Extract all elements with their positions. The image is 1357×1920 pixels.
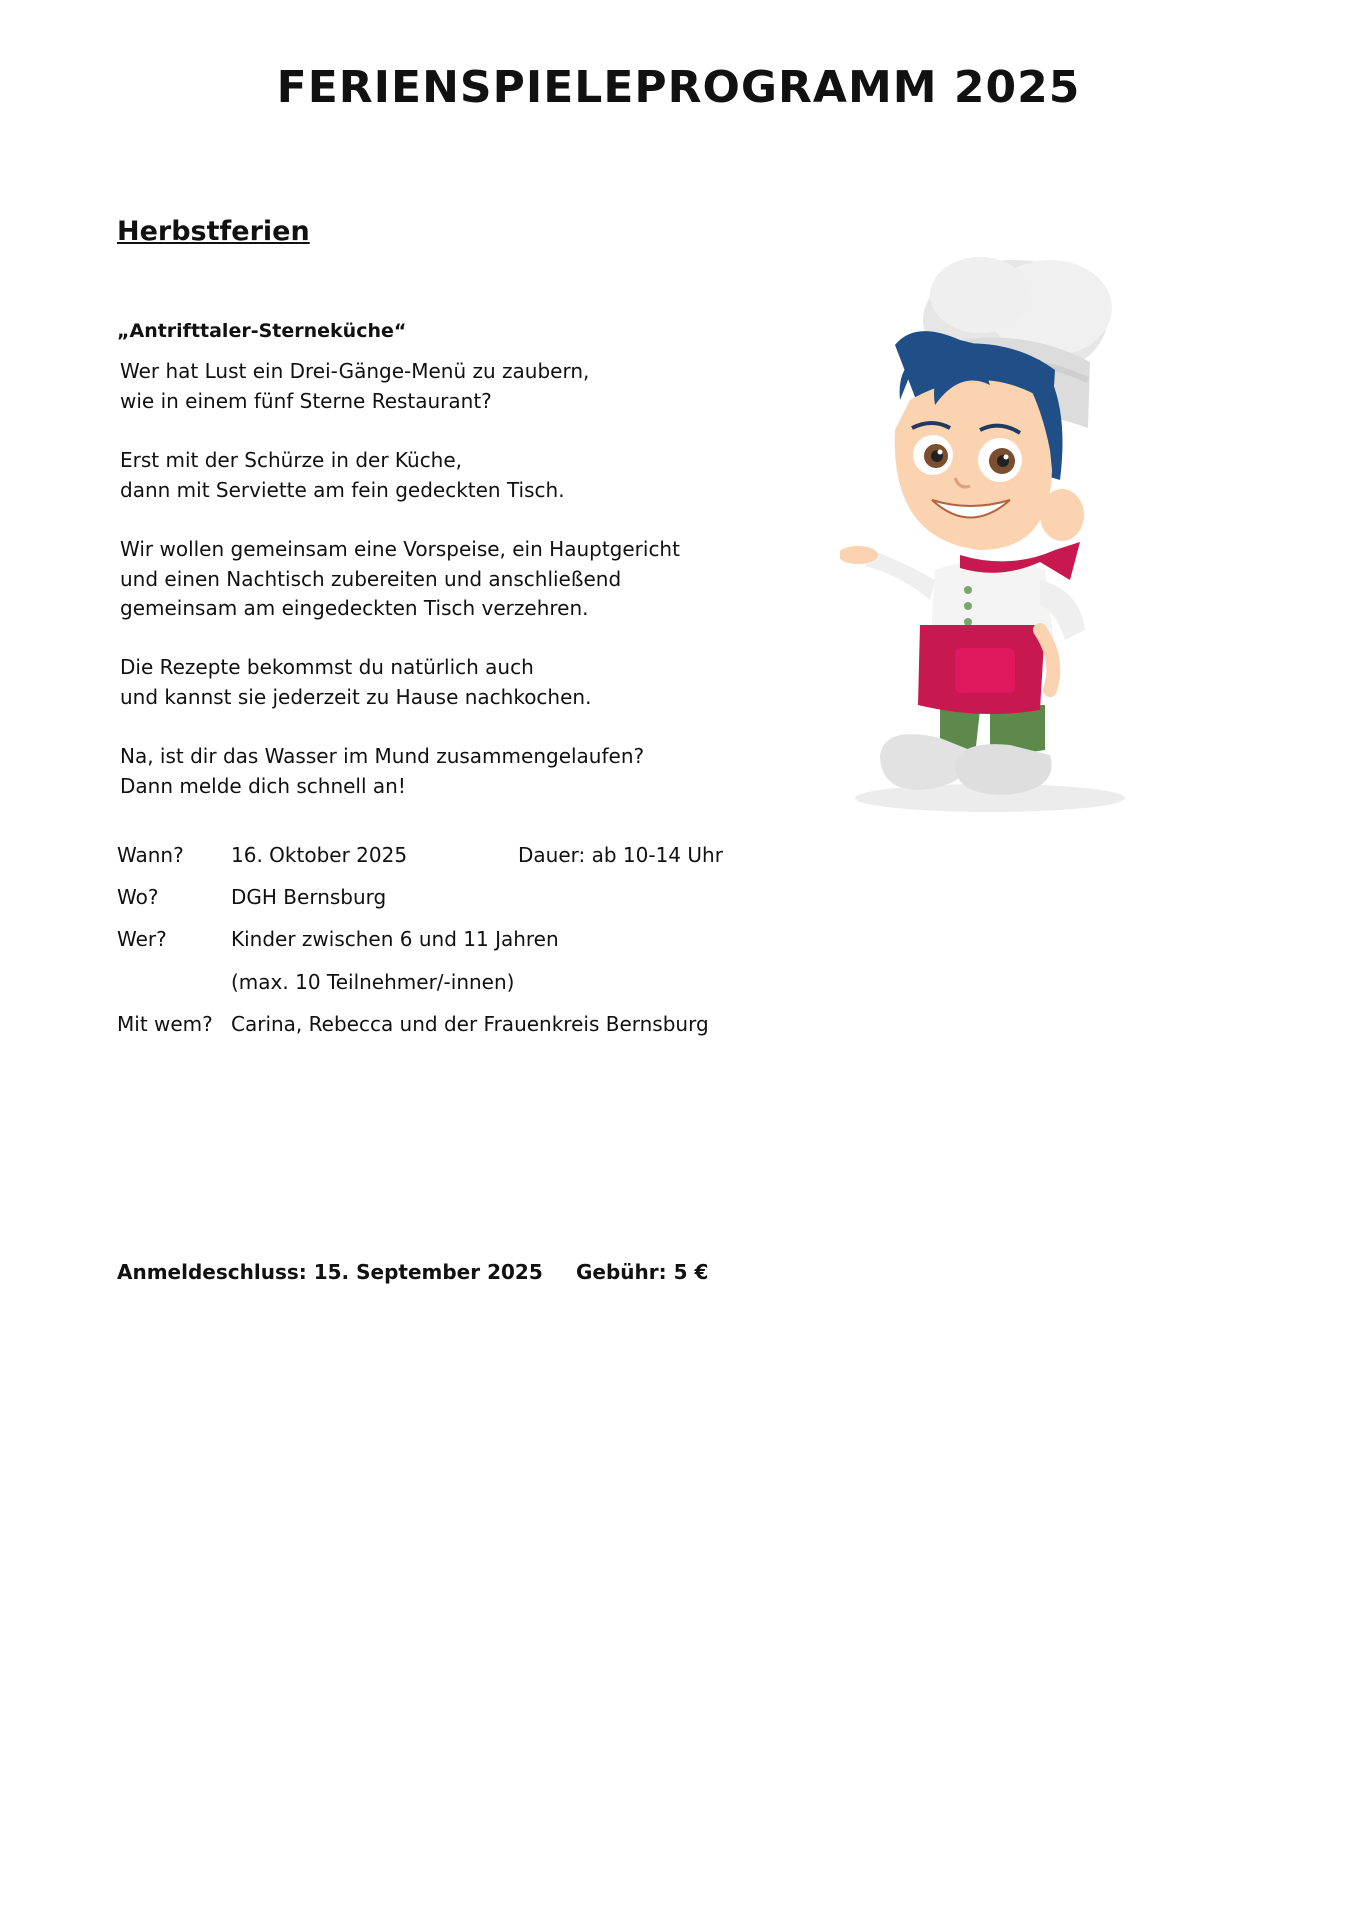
paragraph-signup bbox=[120, 742, 760, 801]
info-label: Wo? bbox=[117, 885, 159, 909]
fee: Gebühr: 5 € bbox=[576, 1260, 709, 1284]
chef-illustration bbox=[840, 250, 1180, 820]
paragraph-line: wie in einem fünf Sterne Restaurant? bbox=[120, 388, 492, 413]
info-label: Mit wem? bbox=[117, 1012, 213, 1036]
paragraph-line: dann mit Serviette am fein gedeckten Tisch. bbox=[120, 477, 565, 502]
apron bbox=[918, 625, 1053, 714]
info-value: DGH Bernsburg bbox=[231, 885, 387, 909]
paragraph-line: Erst mit der Schürze in der Küche, bbox=[120, 448, 463, 472]
page-title: FERIENSPIELEPROGRAMM 2025 bbox=[276, 62, 1081, 113]
paragraph-recipes bbox=[120, 653, 760, 712]
info-label: Wann? bbox=[117, 843, 184, 867]
section-heading: Herbstferien bbox=[117, 216, 310, 247]
paragraph-line: und einen Nachtisch zubereiten und anschließend bbox=[120, 566, 622, 591]
info-label: Wer? bbox=[117, 927, 167, 951]
paragraph-line: Dann melde dich schnell an! bbox=[120, 773, 406, 798]
paragraph-line: Wir wollen gemeinsam eine Vorspeise, ein Hauptgericht bbox=[120, 537, 680, 561]
paragraph-menu bbox=[120, 535, 760, 624]
paragraph-line: Die Rezepte bekommst du natürlich auch bbox=[120, 655, 534, 679]
info-value: Carina, Rebecca und der Frauenkreis Bernsburg bbox=[231, 1012, 709, 1036]
paragraph-apron bbox=[120, 446, 760, 505]
paragraph-line: Na, ist dir das Wasser im Mund zusammengelaufen? bbox=[120, 744, 645, 768]
registration-deadline: Anmeldeschluss: 15. September 2025 bbox=[117, 1260, 543, 1284]
event-name: „Antrifttaler-Sterneküche“ bbox=[117, 320, 407, 342]
paragraph-line: gemeinsam am eingedeckten Tisch verzehren. bbox=[120, 596, 589, 620]
paragraph-intro bbox=[120, 357, 760, 416]
info-value: Kinder zwischen 6 und 11 Jahren bbox=[231, 927, 559, 951]
info-note: (max. 10 Teilnehmer/-innen) bbox=[231, 970, 515, 994]
paragraph-line: und kannst sie jederzeit zu Hause nachkochen. bbox=[120, 684, 592, 709]
paragraph-line: Wer hat Lust ein Drei-Gänge-Menü zu zaubern, bbox=[120, 359, 590, 383]
duration: Dauer: ab 10-14 Uhr bbox=[518, 843, 723, 867]
info-value: 16. Oktober 2025 bbox=[231, 843, 408, 867]
